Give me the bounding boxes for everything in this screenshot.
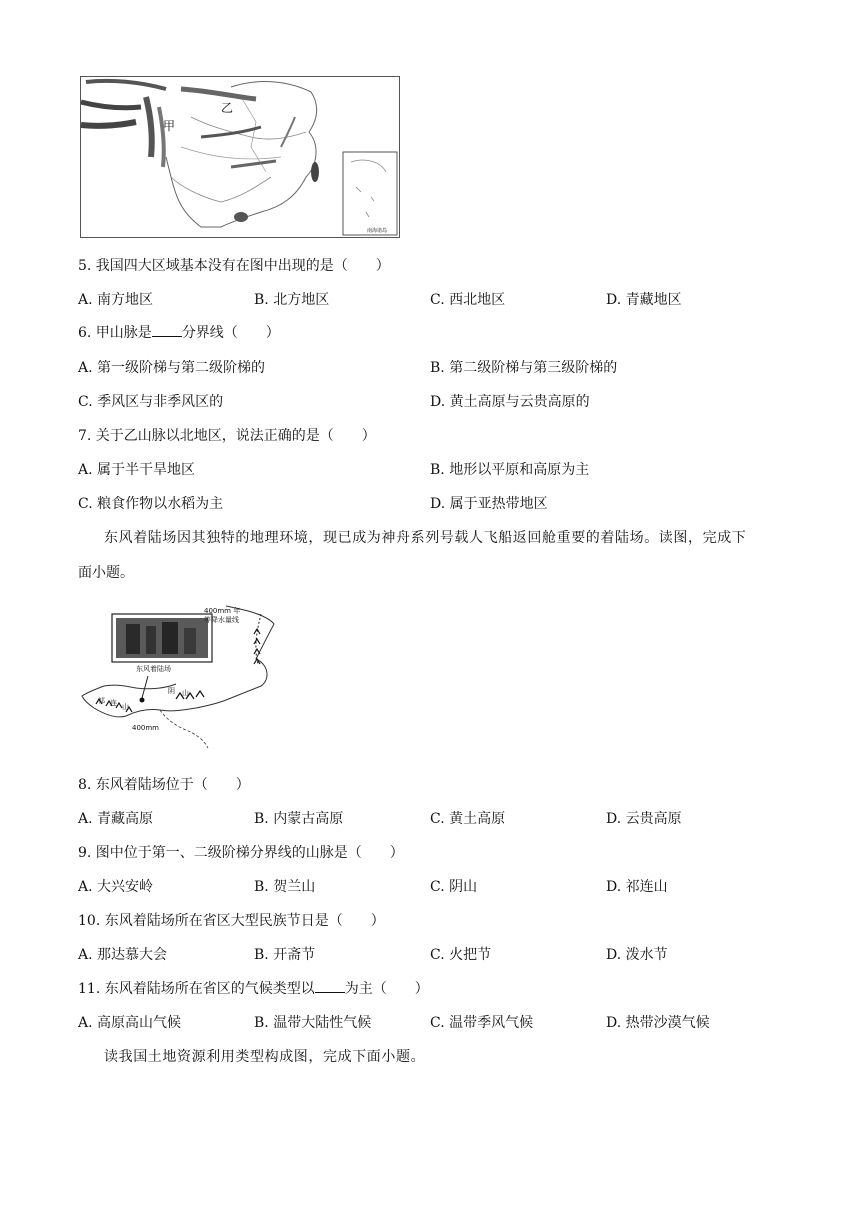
q6-option-b: B. 第二级阶梯与第三级阶梯的 (430, 360, 618, 376)
q6-stem-before: 6. 甲山脉是 (78, 325, 152, 341)
q6-stem (78, 322, 280, 342)
q6-blank (152, 322, 182, 337)
passage2-line1: 读我国土地资源利用类型构成图，完成下面小题。 (104, 1049, 426, 1065)
q8-option-a: A. 青藏高原 (78, 811, 154, 827)
q10-option-b: B. 开斋节 (254, 947, 316, 963)
inset-label: 南海诸岛 (367, 228, 388, 234)
q6-option-d: D. 黄土高原与云贵高原的 (430, 394, 590, 410)
q5-option-a: A. 南方地区 (78, 292, 154, 308)
label-jia: 甲 (163, 119, 176, 133)
q6-option-c: C. 季风区与非季风区的 (78, 394, 224, 410)
q10-option-c: C. 火把节 (430, 947, 492, 963)
q10-option-d: D. 泼水节 (606, 947, 668, 963)
q11-stem-before: 11. 东风着陆场所在省区的气候类型以 (78, 981, 315, 997)
q9-stem: 9. 图中位于第一、二级阶梯分界线的山脉是（ ） (78, 845, 404, 861)
q7-option-a: A. 属于半干旱地区 (78, 462, 196, 478)
label-isohyet: 400mm 年 (204, 607, 241, 615)
q5-option-b: B. 北方地区 (254, 292, 330, 308)
q11-blank (315, 978, 345, 993)
q6-stem-after: 分界线（ ） (181, 325, 280, 341)
q10-option-a: A. 那达慕大会 (78, 947, 168, 963)
label-yin: 阴 (168, 687, 175, 695)
q7-option-b: B. 地形以平原和高原为主 (430, 462, 590, 478)
label-lian: 连 (110, 699, 117, 707)
label-landing-site: 东风着陆场 (136, 665, 171, 673)
q11-option-b: B. 温带大陆性气候 (254, 1015, 372, 1031)
q8-stem: 8. 东风着陆场位于（ ） (78, 777, 250, 793)
q11-stem-after: 为主（ ） (344, 981, 429, 997)
q7-option-d: D. 属于亚热带地区 (430, 496, 548, 512)
q5-option-d: D. 青藏地区 (606, 292, 682, 308)
label-qi: 祁 (98, 697, 105, 705)
china-mountains-map-drawing (81, 77, 399, 237)
q6-option-a: A. 第一级阶梯与第二级阶梯的 (78, 360, 266, 376)
q11-option-c: C. 温带季风气候 (430, 1015, 534, 1031)
q10-stem: 10. 东风着陆场所在省区大型民族节日是（ ） (78, 913, 385, 929)
q9-option-d: D. 祁连山 (606, 879, 668, 895)
q9-option-b: B. 贺兰山 (254, 879, 316, 895)
dongfeng-landing-map (76, 604, 286, 754)
dongfeng-landing-map-drawing (76, 604, 286, 754)
q8-option-d: D. 云贵高原 (606, 811, 682, 827)
q11-option-a: A. 高原高山气候 (78, 1015, 182, 1031)
q9-option-c: C. 阴山 (430, 879, 478, 895)
q7-stem: 7. 关于乙山脉以北地区，说法正确的是（ ） (78, 428, 376, 444)
q5-stem: 5. 我国四大区域基本没有在图中出现的是（ ） (78, 258, 390, 274)
passage1-line2: 面小题。 (78, 565, 134, 581)
label-yi: 乙 (221, 101, 234, 115)
label-400mm: 400mm (132, 724, 159, 732)
label-shan: 山 (182, 689, 189, 697)
q5-option-c: C. 西北地区 (430, 292, 506, 308)
q9-option-a: A. 大兴安岭 (78, 879, 154, 895)
label-shan-2: 山 (122, 703, 129, 711)
q8-option-b: B. 内蒙古高原 (254, 811, 344, 827)
q11-stem (78, 978, 429, 998)
label-isohyet-2: 等降水量线 (204, 616, 239, 624)
q7-option-c: C. 粮食作物以水稻为主 (78, 496, 224, 512)
q11-option-d: D. 热带沙漠气候 (606, 1015, 710, 1031)
passage1-line1: 东风着陆场因其独特的地理环境，现已成为神舟系列号载人飞船返回舱重要的着陆场。读图，完成下 (104, 530, 747, 546)
q8-option-c: C. 黄土高原 (430, 811, 506, 827)
china-mountains-map (80, 76, 400, 238)
